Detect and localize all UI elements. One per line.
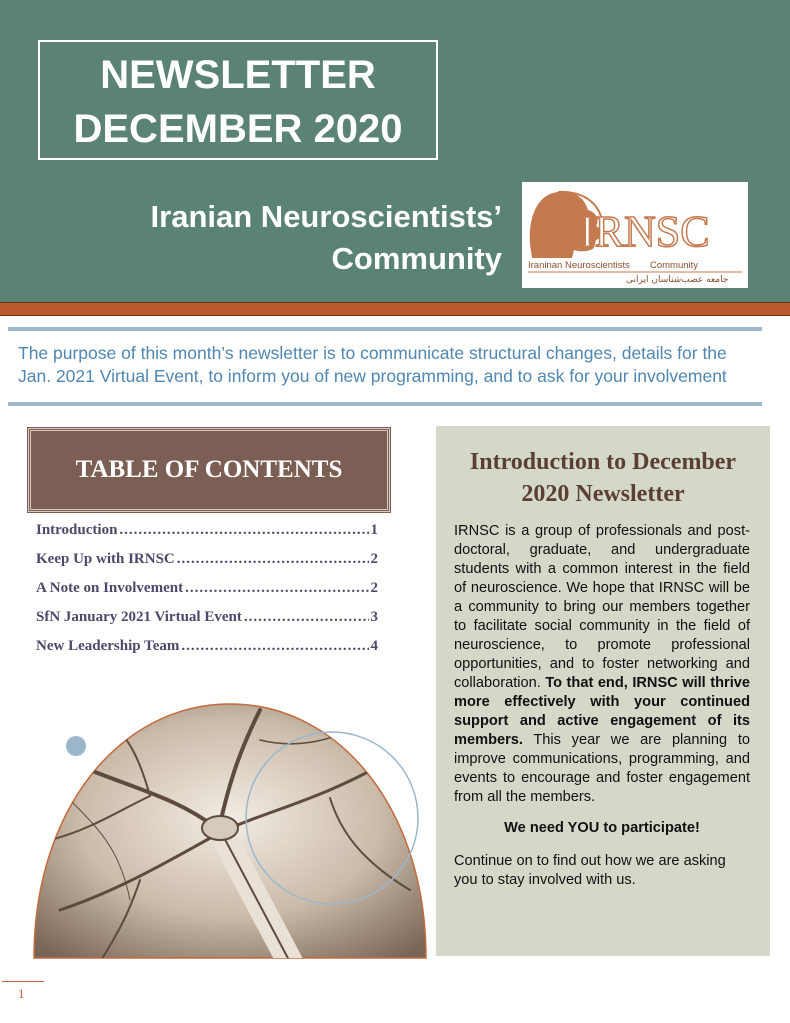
- toc-item-sfn-event[interactable]: [36, 609, 378, 638]
- intro-body-text-2: This year we are planning to improve communications, programming, and events to encourage and foster engagement from all the members.: [454, 732, 750, 805]
- toc-item-label: SfN January 2021 Virtual Event: [36, 609, 242, 625]
- title-line-2: DECEMBER 2020: [73, 107, 403, 151]
- org-name-line-2: Community: [331, 241, 502, 276]
- toc-leader: [185, 580, 368, 597]
- irnsc-logo: [522, 182, 748, 288]
- purpose-statement: The purpose of this month’s newsletter is to communicate structural changes, details for the Jan. 2021 Virtual Event, to inform you of new programming, and to ask for your involvement: [18, 343, 727, 386]
- intro-body-text: IRNSC is a group of professionals and post-doctoral, graduate, and undergraduate students with a common interest in the field of neuroscience. We hope that IRNSC will be a community to bring our members together to facilitate social community in the field of neuroscience, to promote professional opportunities, and to foster networking and collaboration.: [454, 523, 750, 691]
- top-rule: [8, 327, 762, 331]
- logo-tagline: Iraninan Neuroscientists: [528, 260, 630, 271]
- toc-item-introduction[interactable]: [36, 522, 378, 551]
- newsletter-title: [38, 40, 438, 160]
- toc-item-label: Keep Up with IRNSC: [36, 551, 175, 567]
- toc-item-keep-up[interactable]: [36, 551, 378, 580]
- toc-item-label: A Note on Involvement: [36, 580, 184, 596]
- toc-leader: [181, 638, 368, 655]
- org-name-line-1: Iranian Neuroscientists’: [150, 199, 502, 234]
- header-banner: [0, 0, 790, 302]
- intro-title-line-1: Introduction to December: [469, 449, 737, 475]
- page-number: 1: [18, 986, 25, 1001]
- decorative-dot: [66, 736, 86, 756]
- toc-leader: [177, 551, 369, 568]
- intro-title-line-2: 2020 Newsletter: [521, 481, 685, 507]
- logo-persian: جامعه عصب‌شناسان ایرانی: [626, 275, 729, 285]
- toc-item-page: 2: [370, 551, 378, 567]
- toc-leader: [244, 609, 369, 626]
- intro-body-emphasis: To that end, IRNSC will thrive more effectively with your continued support and active engagement of its members.: [454, 675, 750, 748]
- neuron-soma: [202, 816, 238, 840]
- toc-item-page: 1: [370, 522, 378, 538]
- toc-item-page: 3: [370, 609, 378, 625]
- intro-sidebar: [436, 426, 770, 956]
- toc-item-label: New Leadership Team: [36, 638, 180, 654]
- footer-rule: [2, 981, 44, 982]
- bottom-rule: [8, 402, 762, 406]
- logo-letters: IRNSC: [580, 207, 710, 256]
- title-line-1: NEWSLETTER: [100, 53, 376, 97]
- intro-closing: Continue on to find out how we are asking you to stay involved with us.: [454, 853, 726, 888]
- intro-callout: We need YOU to participate!: [504, 820, 700, 836]
- logo-graphic: [522, 182, 748, 288]
- intro-body: [454, 522, 750, 807]
- toc-item-leadership[interactable]: [36, 638, 378, 667]
- rust-divider-bar: [0, 302, 790, 316]
- toc-heading: TABLE OF CONTENTS: [28, 428, 390, 512]
- toc-item-page: 2: [370, 580, 378, 596]
- toc-item-page: 4: [370, 638, 378, 654]
- toc-leader: [119, 522, 368, 539]
- table-of-contents: [36, 522, 378, 667]
- intro-title: [436, 446, 770, 510]
- toc-item-involvement[interactable]: [36, 580, 378, 609]
- toc-item-label: Introduction: [36, 522, 118, 538]
- logo-tagline-community: Community: [650, 260, 699, 271]
- organization-name: [100, 196, 502, 280]
- neuron-illustration: [30, 700, 430, 962]
